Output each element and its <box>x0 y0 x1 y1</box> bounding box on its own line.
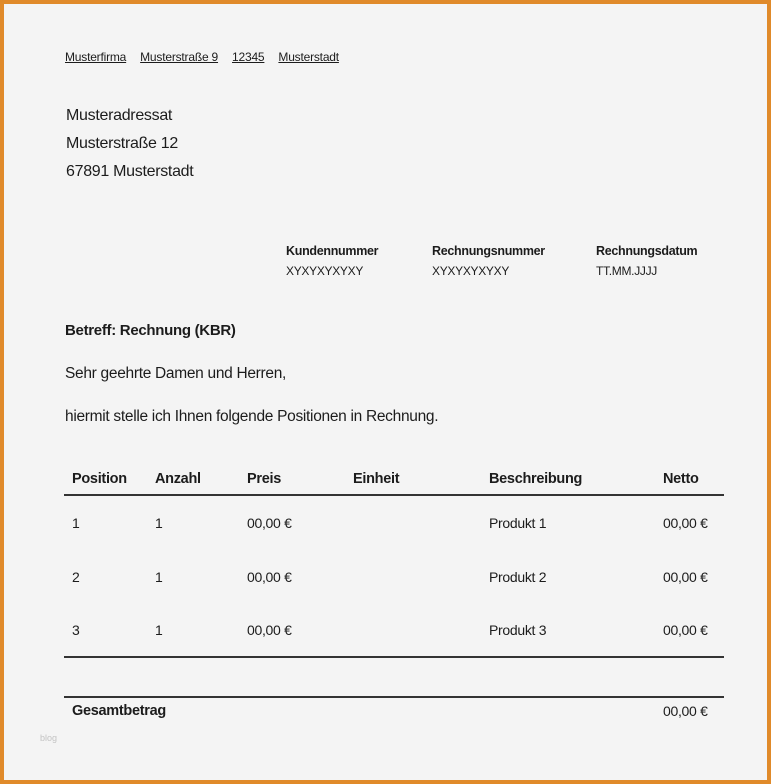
total-value: 00,00 € <box>663 703 708 719</box>
cell-beschreibung: Produkt 1 <box>489 515 547 531</box>
invoice-number-label: Rechnungsnummer <box>432 244 545 258</box>
header-anzahl: Anzahl <box>155 471 201 487</box>
rows-divider <box>64 656 724 658</box>
invoice-number-value: XYXYXYXYXY <box>432 264 510 278</box>
cell-preis: 00,00 € <box>247 569 292 585</box>
header-einheit: Einheit <box>353 471 400 487</box>
sender-zip: 12345 <box>232 50 265 64</box>
watermark: blog <box>40 733 58 743</box>
sender-line <box>65 51 353 63</box>
cell-beschreibung: Produkt 2 <box>489 569 547 585</box>
cell-anzahl: 1 <box>155 622 163 638</box>
header-position: Position <box>72 471 127 487</box>
sender-city: Musterstadt <box>278 50 339 64</box>
invoice-date-value: TT.MM.JJJJ <box>596 264 657 278</box>
header-beschreibung: Beschreibung <box>489 471 583 487</box>
cell-preis: 00,00 € <box>247 515 292 531</box>
recipient-city: 67891 Musterstadt <box>66 163 194 180</box>
cell-position: 3 <box>72 622 80 638</box>
cell-beschreibung: Produkt 3 <box>489 622 547 638</box>
cell-netto: 00,00 € <box>663 569 708 585</box>
cell-anzahl: 1 <box>155 515 163 531</box>
sender-street: Musterstraße 9 <box>140 50 219 64</box>
recipient-street: Musterstraße 12 <box>66 135 178 152</box>
total-divider <box>64 696 724 698</box>
header-preis: Preis <box>247 471 281 487</box>
header-divider <box>64 494 724 496</box>
recipient-name: Musteradressat <box>66 107 173 124</box>
cell-netto: 00,00 € <box>663 622 708 638</box>
customer-number-value: XYXYXYXYXY <box>286 264 364 278</box>
cell-netto: 00,00 € <box>663 515 708 531</box>
cell-position: 1 <box>72 515 80 531</box>
invoice-date-label: Rechnungsdatum <box>596 244 698 258</box>
greeting: Sehr geehrte Damen und Herren, <box>65 365 287 382</box>
cell-position: 2 <box>72 569 80 585</box>
subject-line: Betreff: Rechnung (KBR) <box>65 322 236 339</box>
sender-company: Musterfirma <box>65 50 127 64</box>
customer-number-label: Kundennummer <box>286 244 379 258</box>
cell-preis: 00,00 € <box>247 622 292 638</box>
cell-anzahl: 1 <box>155 569 163 585</box>
intro-text: hiermit stelle ich Ihnen folgende Positionen in Rechnung. <box>65 408 439 425</box>
header-netto: Netto <box>663 471 699 487</box>
total-label: Gesamtbetrag <box>72 703 166 719</box>
